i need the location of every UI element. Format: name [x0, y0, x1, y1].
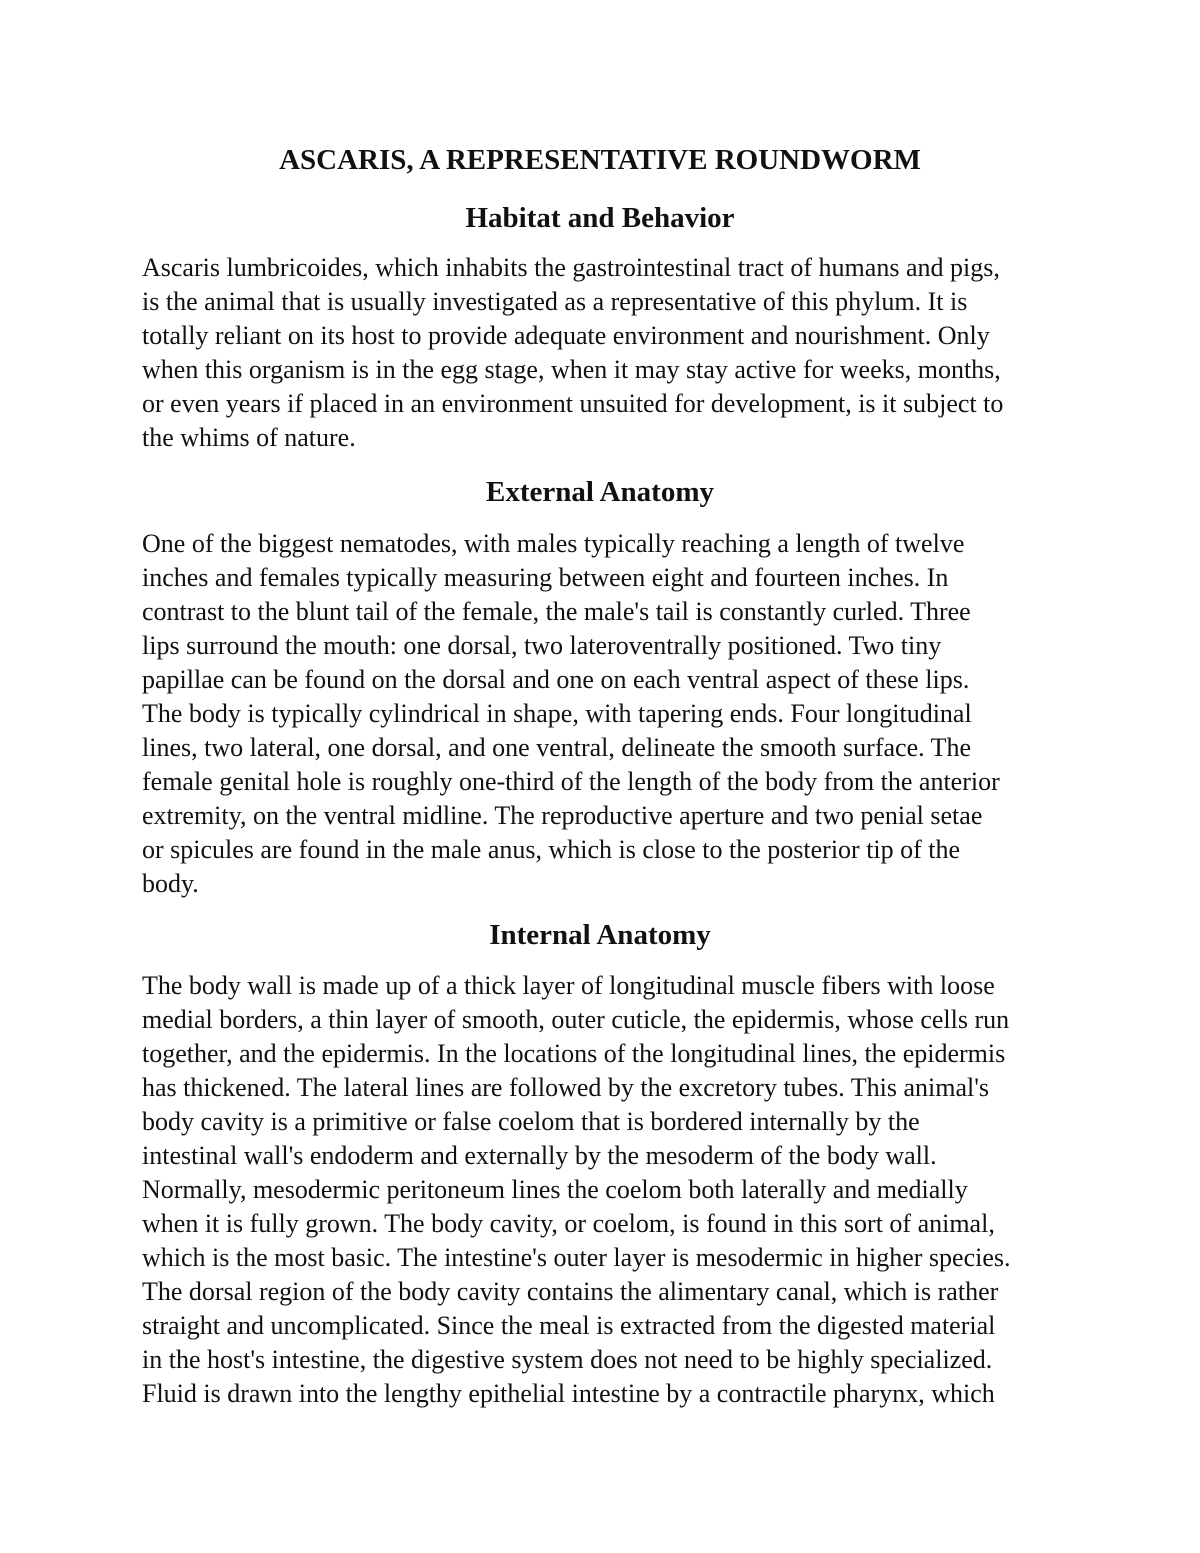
text-line: or even years if placed in an environment unsuited for development, is it subject to: [142, 389, 1004, 418]
section-heading-external-anatomy: External Anatomy: [486, 476, 714, 508]
text-line: medial borders, a thin layer of smooth, outer cuticle, the epidermis, whose cells run: [142, 1005, 1010, 1034]
text-line: lips surround the mouth: one dorsal, two lateroventrally positioned. Two tiny: [142, 631, 942, 660]
text-line: in the host's intestine, the digestive system does not need to be highly specialized.: [142, 1345, 993, 1374]
text-line: Normally, mesodermic peritoneum lines the coelom both laterally and medially: [142, 1175, 968, 1204]
text-line: or spicules are found in the male anus, which is close to the posterior tip of the: [142, 835, 961, 864]
text-line: The body wall is made up of a thick layer of longitudinal muscle fibers with loose: [142, 971, 995, 1000]
text-line: extremity, on the ventral midline. The reproductive aperture and two penial setae: [142, 801, 983, 830]
text-line: inches and females typically measuring between eight and fourteen inches. In: [142, 563, 949, 592]
text-line: totally reliant on its host to provide adequate environment and nourishment. Only: [142, 321, 990, 350]
text-line: lines, two lateral, one dorsal, and one ventral, delineate the smooth surface. The: [142, 733, 972, 762]
text-line: when it is fully grown. The body cavity, or coelom, is found in this sort of animal,: [142, 1209, 995, 1238]
document-title: ASCARIS, A REPRESENTATIVE ROUNDWORM: [279, 144, 921, 176]
text-line: which is the most basic. The intestine's outer layer is mesodermic in higher species.: [142, 1243, 1011, 1272]
text-line: One of the biggest nematodes, with males typically reaching a length of twelve: [142, 529, 965, 558]
text-line: female genital hole is roughly one-third of the length of the body from the anterior: [142, 767, 1000, 796]
paragraph-internal-anatomy: [142, 969, 1062, 1411]
text-line: intestinal wall's endoderm and externally by the mesoderm of the body wall.: [142, 1141, 937, 1170]
text-line: papillae can be found on the dorsal and one on each ventral aspect of these lips.: [142, 665, 970, 694]
text-line: The dorsal region of the body cavity contains the alimentary canal, which is rather: [142, 1277, 999, 1306]
text-line: straight and uncomplicated. Since the meal is extracted from the digested material: [142, 1311, 996, 1340]
section-heading-internal-anatomy: Internal Anatomy: [489, 919, 711, 951]
text-line: Ascaris lumbricoides, which inhabits the gastrointestinal tract of humans and pigs,: [142, 253, 1000, 282]
text-line: Fluid is drawn into the lengthy epithelial intestine by a contractile pharynx, which: [142, 1379, 995, 1408]
text-line: is the animal that is usually investigated as a representative of this phylum. It is: [142, 287, 968, 316]
text-line: contrast to the blunt tail of the female, the male's tail is constantly curled. Three: [142, 597, 971, 626]
text-line: has thickened. The lateral lines are followed by the excretory tubes. This animal's: [142, 1073, 990, 1102]
paragraph-habitat: [142, 251, 1062, 455]
text-line: body.: [142, 869, 199, 898]
text-line: The body is typically cylindrical in shape, with tapering ends. Four longitudinal: [142, 699, 972, 728]
section-heading-habitat: Habitat and Behavior: [465, 202, 735, 234]
text-line: together, and the epidermis. In the locations of the longitudinal lines, the epidermis: [142, 1039, 1006, 1068]
paragraph-external-anatomy: [142, 527, 1062, 901]
text-line: the whims of nature.: [142, 423, 356, 452]
text-line: body cavity is a primitive or false coelom that is bordered internally by the: [142, 1107, 920, 1136]
text-line: when this organism is in the egg stage, when it may stay active for weeks, months,: [142, 355, 1001, 384]
